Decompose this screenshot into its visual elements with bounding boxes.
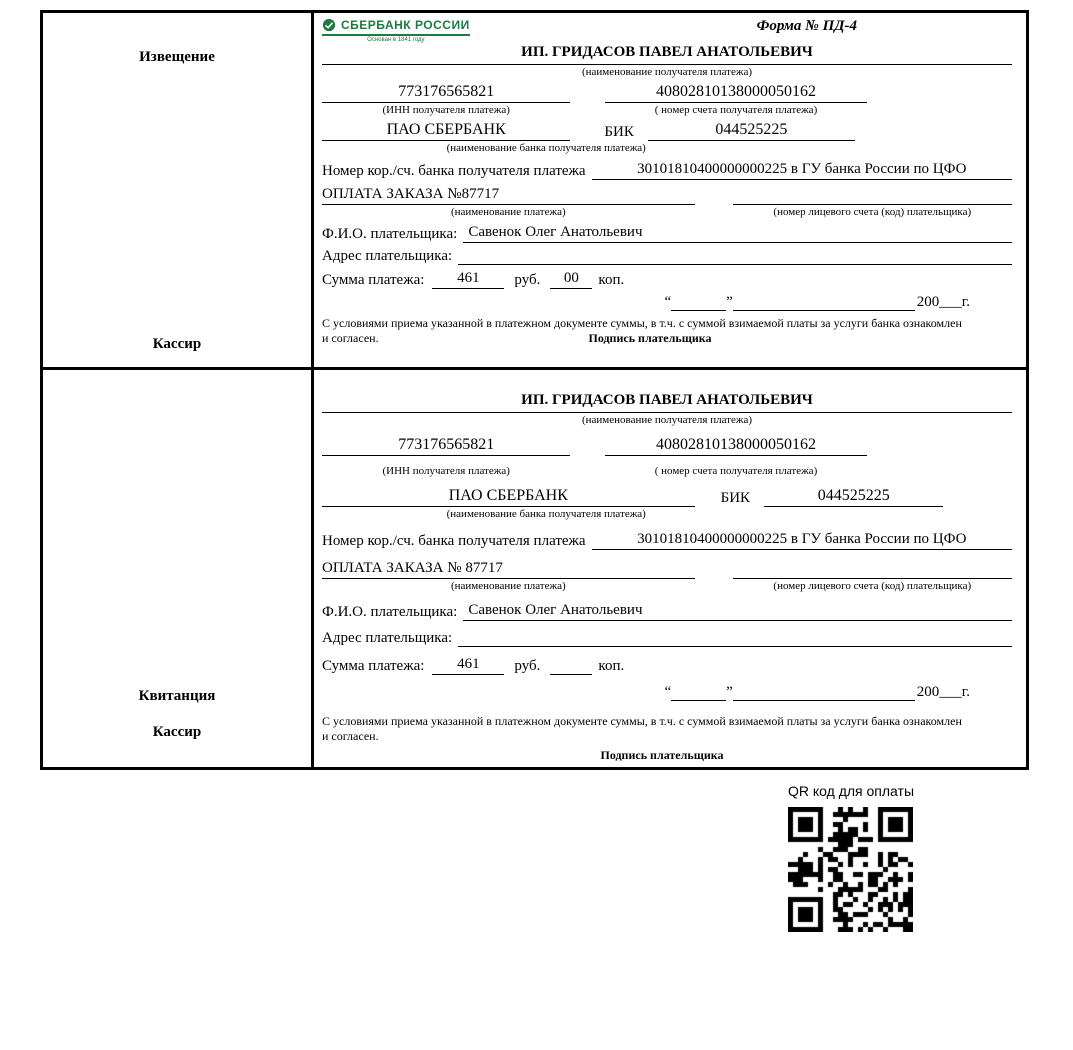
bank-logo-text: СБЕРБАНК РОССИИ xyxy=(341,18,470,32)
corr-account-value: 30101810400000000225 в ГУ банка России по ЦФО xyxy=(592,161,1012,180)
bank-name: ПАО СБЕРБАНК xyxy=(322,121,570,141)
payer-signature-label: Подпись плательщика xyxy=(588,331,712,345)
inn-caption: (ИНН получателя платежа) xyxy=(382,465,510,477)
date-quote-close: ” xyxy=(726,294,733,310)
bank-name: ПАО СБЕРБАНК xyxy=(322,487,695,507)
recipient-caption: (наименование получателя платежа) xyxy=(581,66,753,78)
date-day-blank xyxy=(671,296,726,311)
bik-value: 044525225 xyxy=(648,121,855,141)
date-year-text: 200___г. xyxy=(916,684,970,700)
receipt-body xyxy=(314,370,1026,767)
agreement-text: С условиями приема указанной в платежном документе суммы, в т.ч. с суммой взимаемой платы за услуги банка ознакомлен и согласен. xyxy=(322,316,962,345)
date-quote-close: ” xyxy=(726,684,733,700)
kop-unit-label: коп. xyxy=(598,272,625,288)
form-number: Форма № ПД-4 xyxy=(756,18,857,34)
payment-purpose: ОПЛАТА ЗАКАЗА №87717 xyxy=(322,186,695,205)
agreement-text: С условиями приема указанной в платежном документе суммы, в т.ч. с суммой взимаемой платы за услуги банка ознакомлен и согласен. xyxy=(322,714,962,743)
bik-label: БИК xyxy=(604,124,634,140)
sberbank-logo xyxy=(322,18,470,43)
recipient-caption: (наименование получателя платежа) xyxy=(581,414,753,426)
receipt-left-column xyxy=(43,370,314,767)
sum-kop-value xyxy=(550,660,592,675)
account-caption: ( номер счета получателя платежа) xyxy=(654,465,818,477)
sum-kop-value: 00 xyxy=(550,270,592,289)
sberbank-logo-icon xyxy=(322,18,336,32)
date-month-blank xyxy=(733,686,915,701)
cashier-label: Кассир xyxy=(152,724,202,740)
corr-account-label: Номер кор./сч. банка получателя платежа xyxy=(322,533,586,549)
payer-code-caption: (номер лицевого счета (код) плательщика) xyxy=(773,580,972,592)
payer-address-value xyxy=(458,632,1012,647)
date-day-blank xyxy=(671,686,726,701)
date-quote-open: “ xyxy=(664,294,672,310)
date-year-text: 200___г. xyxy=(916,294,970,310)
rub-unit-label: руб. xyxy=(514,272,541,288)
date-month-blank xyxy=(733,296,915,311)
kop-unit-label: коп. xyxy=(598,658,625,674)
corr-account-value: 30101810400000000225 в ГУ банка России по ЦФО xyxy=(592,531,1012,550)
rub-unit-label: руб. xyxy=(514,658,541,674)
account-caption: ( номер счета получателя платежа) xyxy=(654,104,818,116)
bank-logo-subtext: Основан в 1841 году xyxy=(367,37,425,43)
recipient-name: ИП. ГРИДАСОВ ПАВЕЛ АНАТОЛЬЕВИЧ xyxy=(322,392,1012,413)
recipient-name: ИП. ГРИДАСОВ ПАВЕЛ АНАТОЛЬЕВИЧ xyxy=(322,44,1012,65)
payment-caption: (наименование платежа) xyxy=(450,206,566,218)
cashier-label: Кассир xyxy=(152,336,202,352)
payer-name-label: Ф.И.О. плательщика: xyxy=(322,604,458,620)
account-value: 40802810138000050162 xyxy=(605,83,867,103)
bank-caption: (наименование банка получателя платежа) xyxy=(446,508,646,520)
payer-address-label: Адрес плательщика: xyxy=(322,248,453,264)
qr-caption: QR код для оплаты xyxy=(788,783,915,799)
payment-caption: (наименование платежа) xyxy=(450,580,566,592)
bank-caption: (наименование банка получателя платежа) xyxy=(446,142,646,154)
payer-name-value: Савенок Олег Анатольевич xyxy=(463,602,1012,621)
sum-rub-value: 461 xyxy=(432,270,504,289)
sum-rub-value: 461 xyxy=(432,656,504,675)
sum-label: Сумма платежа: xyxy=(322,658,425,674)
receipt-section xyxy=(40,367,1029,770)
notice-body xyxy=(314,13,1026,367)
inn-caption: (ИНН получателя платежа) xyxy=(382,104,510,116)
qr-code xyxy=(788,807,913,932)
account-value: 40802810138000050162 xyxy=(605,436,867,456)
payer-address-value xyxy=(458,250,1012,265)
notice-left-column xyxy=(43,13,314,367)
payer-name-value: Савенок Олег Анатольевич xyxy=(463,224,1012,243)
notice-label: Извещение xyxy=(139,49,215,65)
bik-value: 044525225 xyxy=(764,487,943,507)
inn-value: 773176565821 xyxy=(322,83,570,103)
inn-value: 773176565821 xyxy=(322,436,570,456)
payer-code-blank xyxy=(733,190,1012,205)
payer-address-label: Адрес плательщика: xyxy=(322,630,453,646)
date-quote-open: “ xyxy=(664,684,672,700)
payer-name-label: Ф.И.О. плательщика: xyxy=(322,226,458,242)
corr-account-label: Номер кор./сч. банка получателя платежа xyxy=(322,163,586,179)
sum-label: Сумма платежа: xyxy=(322,272,425,288)
payment-purpose: ОПЛАТА ЗАКАЗА № 87717 xyxy=(322,560,695,579)
bik-label: БИК xyxy=(720,490,751,506)
qr-block xyxy=(788,783,938,932)
receipt-label: Квитанция xyxy=(138,688,216,704)
notice-section xyxy=(40,10,1029,370)
payer-signature-label: Подпись плательщика xyxy=(600,748,724,762)
payer-code-caption: (номер лицевого счета (код) плательщика) xyxy=(773,206,972,218)
payer-code-blank xyxy=(733,564,1012,579)
